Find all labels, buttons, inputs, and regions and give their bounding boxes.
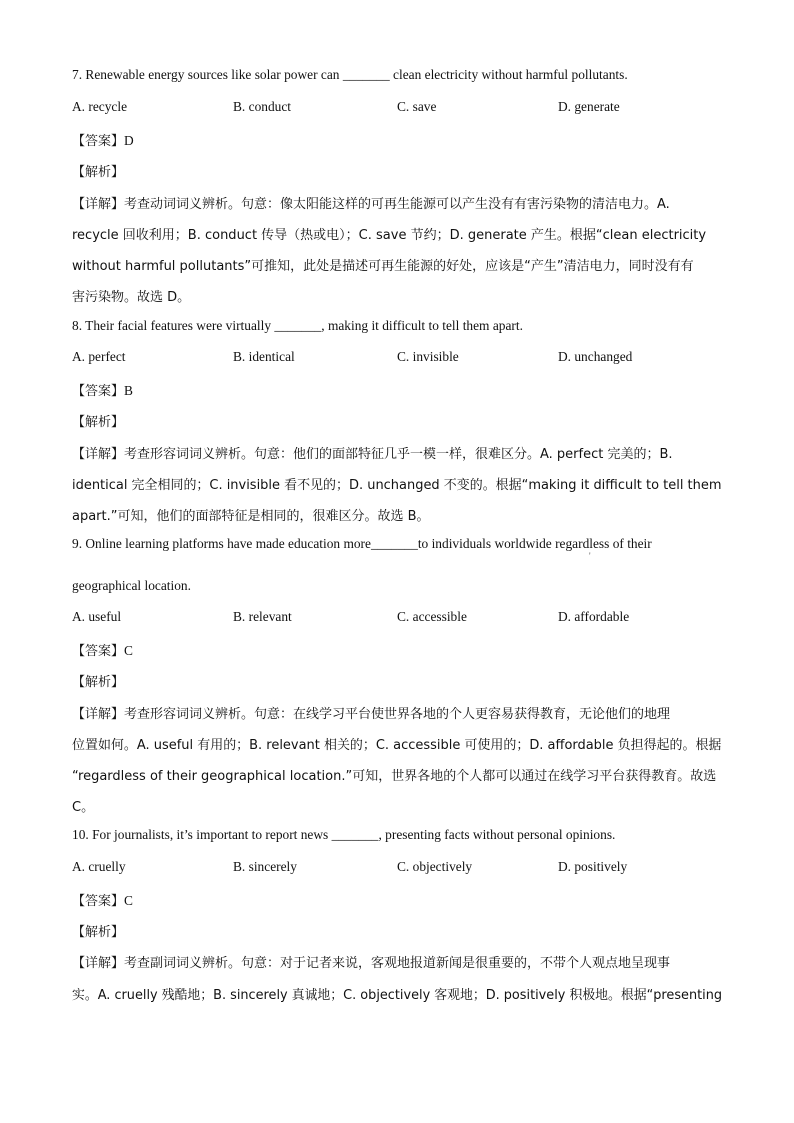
q9-detail-line: “regardless of their geographical location.”可知，世界各地的个人都可以通过在线学习平台获得教育。故选 — [72, 769, 717, 784]
q9-detail-line: 【详解】考查形容词词义辨析。句意：在线学习平台使世界各地的个人更容易获得教育，无论他们的地理 — [72, 707, 671, 722]
answer-value: C — [124, 893, 133, 908]
question-10-stem: 10. For journalists, it’s important to report news _______, presenting facts without personal opinions. — [72, 827, 616, 842]
answer-label: 【答案】 — [72, 134, 125, 149]
q10-option-a: A. cruelly — [72, 859, 126, 874]
q7-detail-line: recycle 回收利用；B. conduct 传导（热或电）；C. save 节约；D. generate 产生。根据“clean electricity — [72, 228, 707, 243]
q8-option-c: C. invisible — [397, 349, 459, 364]
question-8-stem: 8. Their facial features were virtually _______, making it difficult to tell them apart. — [72, 318, 523, 333]
q10-analysis-label: 【解析】 — [72, 925, 125, 940]
q10-option-b: B. sincerely — [233, 859, 297, 874]
q9-analysis-label: 【解析】 — [72, 675, 125, 690]
q8-detail-line: apart.”可知，他们的面部特征是相同的，很难区分。故选 B。 — [72, 509, 430, 524]
q9-option-a: A. useful — [72, 609, 122, 624]
q9-detail-line: 位置如何。A. useful 有用的；B. relevant 相关的；C. accessible 可使用的；D. affordable 负担得起的。根据 — [72, 738, 722, 753]
question-7-stem: 7. Renewable energy sources like solar power can _______ clean electricity without harmful pollutants. — [72, 67, 628, 82]
q9-detail-line: C。 — [72, 800, 95, 815]
q7-option-b: B. conduct — [233, 99, 292, 114]
q8-detail-line: identical 完全相同的；C. invisible 看不见的；D. unchanged 不变的。根据“making it difficult to tell them — [72, 478, 722, 493]
q10-option-d: D. positively — [558, 859, 628, 874]
answer-value: C — [124, 643, 133, 658]
answer-value: D — [124, 133, 134, 148]
answer-value: B — [124, 383, 133, 398]
q8-option-a: A. perfect — [72, 349, 126, 364]
q8-analysis-label: 【解析】 — [72, 415, 125, 430]
question-9-stem-cont: geographical location. — [72, 578, 191, 593]
stray-mark: ' — [589, 551, 591, 561]
answer-label: 【答案】 — [72, 644, 125, 659]
q8-option-d: D. unchanged — [558, 349, 633, 364]
q7-option-d: D. generate — [558, 99, 620, 114]
q9-answer — [72, 640, 133, 659]
q7-detail-line: without harmful pollutants”可推知，此处是描述可再生能源的好处，应该是“产生”清洁电力，同时没有有 — [72, 259, 694, 274]
q10-option-c: C. objectively — [397, 859, 473, 874]
q9-option-c: C. accessible — [397, 609, 467, 624]
q8-detail-line: 【详解】考查形容词词义辨析。句意：他们的面部特征几乎一模一样，很难区分。A. perfect 完美的；B. — [72, 447, 673, 462]
q9-option-b: B. relevant — [233, 609, 292, 624]
q7-analysis-label: 【解析】 — [72, 165, 125, 180]
q10-detail-line: 实。A. cruelly 残酷地；B. sincerely 真诚地；C. objectively 客观地；D. positively 积极地。根据“presenting — [72, 988, 723, 1003]
q7-option-a: A. recycle — [72, 99, 128, 114]
question-9-stem: 9. Online learning platforms have made education more_______to individuals worldwide regardless of their — [72, 536, 652, 551]
q7-answer — [72, 130, 134, 149]
q10-detail-line: 【详解】考查副词词义辨析。句意：对于记者来说，客观地报道新闻是很重要的，不带个人观点地呈现事 — [72, 956, 671, 971]
q9-option-d: D. affordable — [558, 609, 630, 624]
q7-detail-line: 害污染物。故选 D。 — [72, 290, 191, 305]
answer-label: 【答案】 — [72, 384, 125, 399]
q7-detail-line: 【详解】考查动词词义辨析。句意：像太阳能这样的可再生能源可以产生没有有害污染物的清洁电力。A. — [72, 197, 670, 212]
q8-option-b: B. identical — [233, 349, 295, 364]
q8-answer — [72, 380, 133, 399]
q10-answer — [72, 890, 133, 909]
answer-label: 【答案】 — [72, 894, 125, 909]
q7-option-c: C. save — [397, 99, 437, 114]
